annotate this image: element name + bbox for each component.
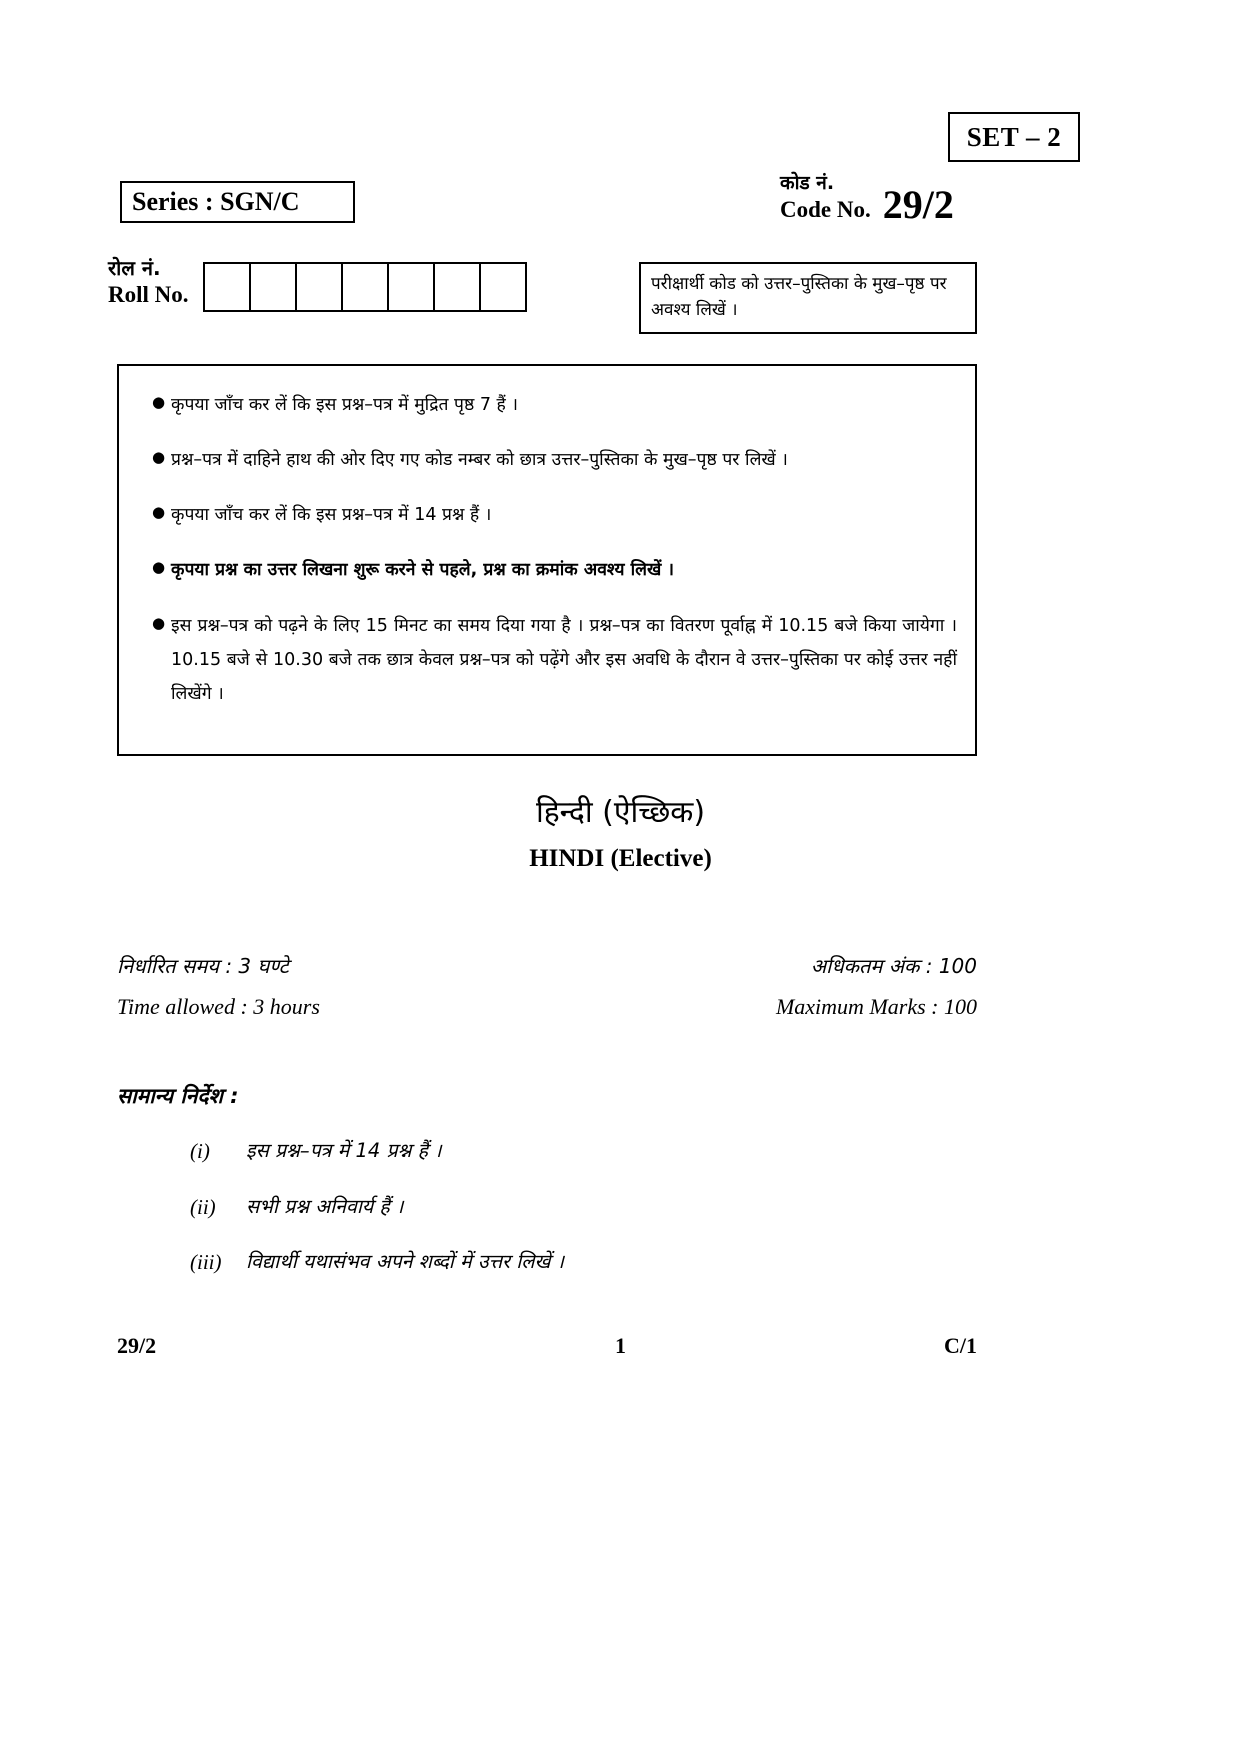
general-instruction-number: (i) [190, 1139, 210, 1163]
candidate-code-note-box [639, 262, 977, 334]
subject-title-hindi: हिन्दी (ऐच्छिक) [535, 795, 706, 830]
footer-page-number: 1 [615, 1333, 626, 1358]
roll-number-labels [108, 254, 189, 310]
code-number-block [780, 172, 1060, 228]
roll-number-cell[interactable] [389, 264, 435, 310]
series-label: Series : SGN/C [132, 187, 300, 216]
roll-number-grid[interactable] [203, 262, 527, 312]
general-instruction-item [190, 1191, 980, 1225]
general-instructions-heading: सामान्य निर्देश : [117, 1084, 239, 1108]
instructions-box [117, 364, 977, 756]
roll-number-cell[interactable] [251, 264, 297, 310]
footer-paper-code: 29/2 [117, 1333, 157, 1358]
general-instruction-text: इस प्रश्न–पत्र में 14 प्रश्न हैं । [246, 1139, 442, 1162]
roll-number-cell[interactable] [435, 264, 481, 310]
roll-number-label-english: Roll No. [108, 282, 189, 307]
general-instruction-number: (ii) [190, 1194, 216, 1219]
general-instruction-text: सभी प्रश्न अनिवार्य हैं । [246, 1194, 404, 1218]
code-number-label-english: Code No. [780, 196, 871, 222]
instruction-item [137, 388, 957, 422]
instruction-item [137, 609, 957, 711]
general-instructions-list [190, 1135, 980, 1302]
bullet-icon: ● [152, 393, 166, 411]
roll-number-label-hindi: रोल नं. [108, 256, 161, 280]
instruction-item [137, 498, 957, 532]
time-allowed-hindi: निर्धारित समय : 3 घण्टे [117, 954, 289, 978]
footer-series-code: C/1 [944, 1333, 977, 1358]
general-instruction-item [190, 1246, 980, 1280]
instruction-text: प्रश्न–पत्र में दाहिने हाथ की ओर दिए गए कोड नम्बर को छात्र उत्तर–पुस्तिका के मुख–पृष्ठ पर लिखें । [171, 450, 788, 471]
bullet-icon: ● [152, 558, 166, 577]
maximum-marks-hindi: अधिकतम अंक : 100 [810, 954, 977, 978]
subject-title-english: HINDI (Elective) [529, 845, 712, 872]
instruction-text: कृपया जाँच कर लें कि इस प्रश्न–पत्र में मुद्रित पृष्ठ 7 हैं । [171, 395, 519, 415]
roll-number-cell[interactable] [205, 264, 251, 310]
exam-meta-row-english [117, 994, 977, 1020]
code-number-label-hindi: कोड नं. [780, 172, 835, 194]
bullet-icon: ● [152, 448, 166, 467]
series-box [120, 181, 355, 223]
set-number-box [948, 112, 1080, 162]
roll-number-block [108, 254, 527, 312]
general-instruction-number: (iii) [190, 1250, 222, 1275]
instruction-text: कृपया प्रश्न का उत्तर लिखना शुरू करने से पहले, प्रश्न का क्रमांक अवश्य लिखें । [171, 560, 675, 581]
bullet-icon: ● [152, 613, 166, 632]
general-instruction-text: विद्यार्थी यथासंभव अपने शब्दों में उत्तर लिखें । [246, 1250, 565, 1274]
code-number-labels [780, 172, 871, 223]
roll-number-cell[interactable] [343, 264, 389, 310]
instruction-item [137, 553, 957, 587]
exam-meta-row-hindi [117, 952, 977, 979]
code-number-value: 29/2 [882, 182, 954, 228]
general-instruction-item [190, 1135, 980, 1169]
instruction-item [137, 443, 957, 477]
time-allowed-english: Time allowed : 3 hours [117, 994, 320, 1019]
roll-number-cell[interactable] [297, 264, 343, 310]
roll-number-cell[interactable] [481, 264, 525, 310]
instruction-text: कृपया जाँच कर लें कि इस प्रश्न–पत्र में 14 प्रश्न हैं । [171, 505, 492, 526]
instruction-text: इस प्रश्न–पत्र को पढ़ने के लिए 15 मिनट का समय दिया गया है । प्रश्न–पत्र का वितरण पूर्वाह्न में 10.15 बजे किया जायेगा । 10.15 बजे से 10.30 बजे तक छात्र केवल प्रश्न–पत्र को पढ़ेंगे और इस अवधि के दौरान वे उत्तर–पुस्तिका पर कोई उत्तर नहीं लिखेंगे । [171, 615, 957, 704]
bullet-icon: ● [152, 503, 166, 522]
set-number-label: SET – 2 [966, 121, 1062, 152]
candidate-code-note-text: परीक्षार्थी कोड को उत्तर–पुस्तिका के मुख–पृष्ठ पर अवश्य लिखें । [651, 274, 947, 321]
maximum-marks-english: Maximum Marks : 100 [775, 994, 977, 1019]
